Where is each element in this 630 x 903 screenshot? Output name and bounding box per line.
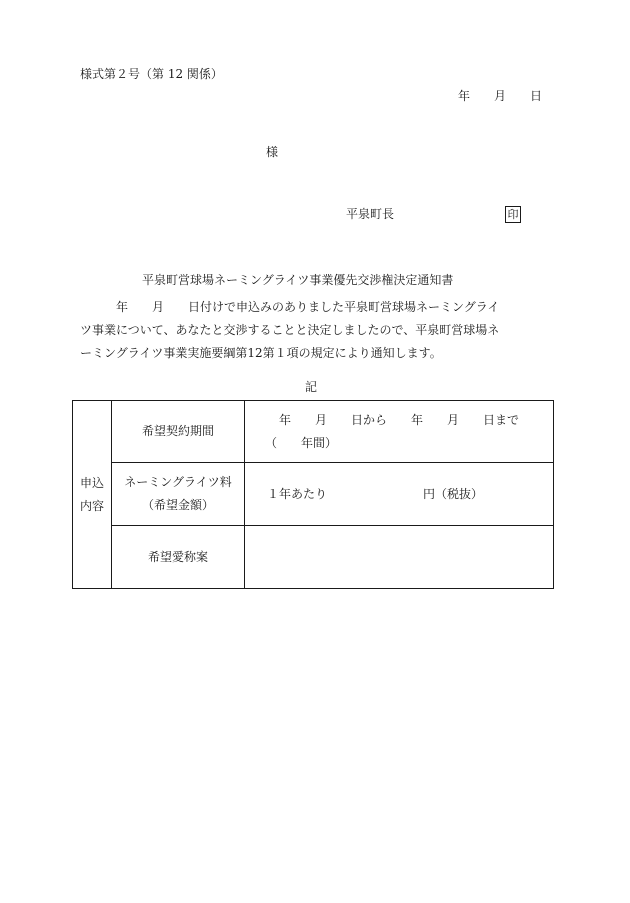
addressee-suffix: 様 xyxy=(266,145,279,159)
table-row xyxy=(73,401,554,463)
application-details-table xyxy=(72,400,554,589)
row-label-contract-period xyxy=(112,401,245,463)
body-paragraph xyxy=(80,296,554,365)
note-heading: 記 xyxy=(305,380,318,394)
row-value-nickname xyxy=(245,526,554,589)
row-value-naming-fee xyxy=(245,463,554,526)
row-value-line1: １年あたり 円（税抜） xyxy=(267,486,484,501)
row-value-line2: （ 年間） xyxy=(265,435,338,450)
row-label-naming-fee xyxy=(112,463,245,526)
date-line: 年 月 日 xyxy=(458,89,543,103)
row-value-contract-period xyxy=(245,401,554,463)
row-label-nickname xyxy=(112,526,245,589)
row-value-line1: 年 月 日から 年 月 日まで xyxy=(279,412,520,427)
row-label-text: 希望契約期間 xyxy=(141,424,214,438)
row-label-subtext: （希望金額） xyxy=(141,498,214,512)
seal-char: 印 xyxy=(505,206,521,223)
document-title: 平泉町営球場ネーミングライツ事業優先交渉権決定通知書 xyxy=(142,273,454,287)
table-row xyxy=(73,463,554,526)
row-label-text: 希望愛称案 xyxy=(147,549,208,564)
group-label-line1: 申込 xyxy=(79,475,104,490)
body-line-1-text: 年 月 日付けで申込みのありました平泉町営球場ネーミングライ xyxy=(116,300,500,314)
group-label-line2: 内容 xyxy=(79,498,104,513)
body-line-1 xyxy=(80,296,554,319)
table-row xyxy=(73,526,554,589)
issuer-name: 平泉町長 xyxy=(346,207,395,221)
body-line-2: ツ事業について、あなたと交渉することと決定しましたので、平泉町営球場ネ xyxy=(80,323,500,337)
form-number: 様式第２号（第 12 関係） xyxy=(80,67,223,81)
seal-mark xyxy=(505,206,521,223)
row-label-text: ネーミングライツ料 xyxy=(124,475,232,489)
body-line-3: ーミングライツ事業実施要綱第12第１項の規定により通知します。 xyxy=(80,346,442,360)
group-label-cell xyxy=(73,401,112,589)
